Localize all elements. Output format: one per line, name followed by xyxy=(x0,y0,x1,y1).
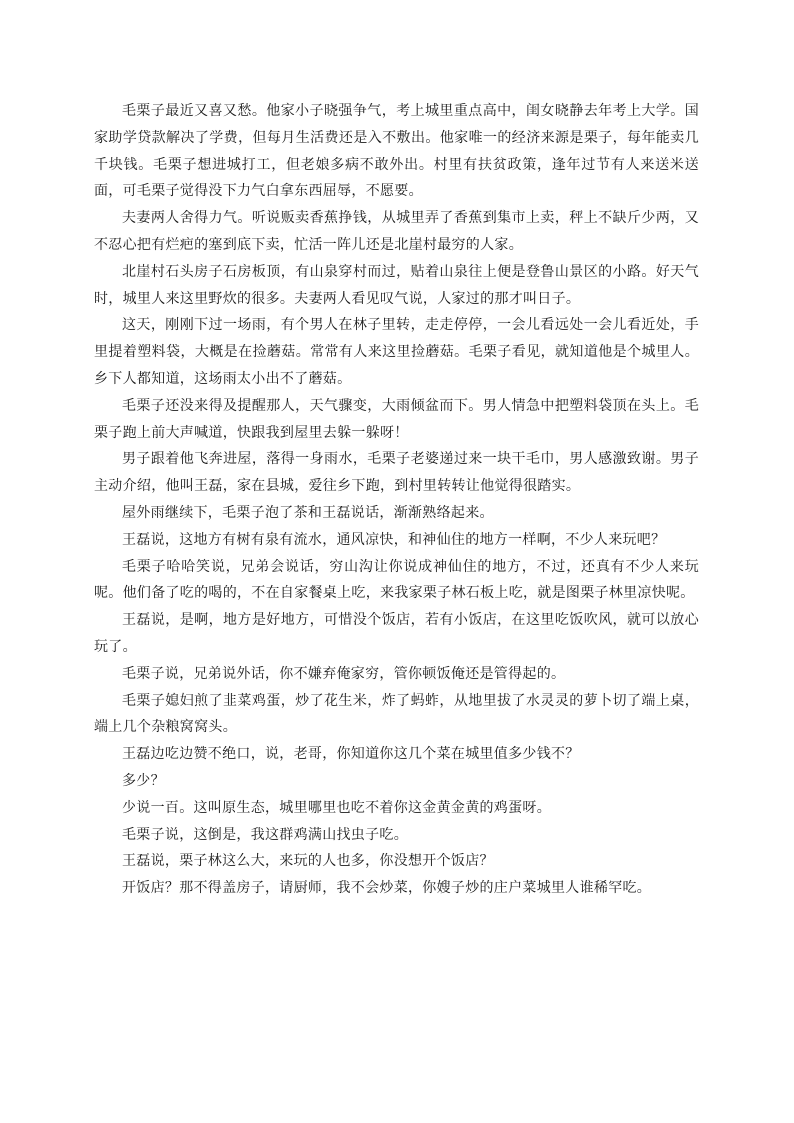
article-body xyxy=(94,98,699,902)
paragraph: 少说一百。这叫原生态，城里哪里也吃不着你这金黄金黄的鸡蛋呀。 xyxy=(122,799,551,816)
paragraph: 毛栗子说，兄弟说外话，你不嫌弃俺家穷，管你顿饭俺还是管得起的。 xyxy=(122,665,566,682)
paragraph: 王磊说，栗子林这么大，来玩的人也多，你没想开个饭店？ xyxy=(122,853,494,870)
paragraph: 北崖村石头房子石房板顶，有山泉穿村而过，贴着山泉往上便是登鲁山景区的小路。好天气时，城里人来这里野炊的很多。夫妻两人看见叹气说，人家过的那才叫日子。 xyxy=(94,263,699,307)
paragraph: 王磊边吃边赞不绝口，说，老哥，你知道你这几个菜在城里值多少钱不？ xyxy=(122,746,580,763)
paragraph: 这天，刚刚下过一场雨，有个男人在林子里转，走走停停，一会儿看远处一会儿看近处，手里提着塑料袋，大概是在捡蘑菇。常常有人来这里捡蘑菇。毛栗子看见，就知道他是个城里人。乡下人都知道，这场雨太小出不了蘑菇。 xyxy=(94,317,699,387)
paragraph: 屋外雨继续下，毛栗子泡了茶和王磊说话，渐渐熟络起来。 xyxy=(122,504,494,521)
paragraph: 毛栗子还没来得及提醒那人，天气骤变，大雨倾盆而下。男人情急中把塑料袋顶在头上。毛栗子跑上前大声喊道，快跟我到屋里去躲一躲呀！ xyxy=(94,397,699,441)
paragraph: 夫妻两人舍得力气。听说贩卖香蕉挣钱，从城里弄了香蕉到集市上卖，秤上不缺斤少两，又不忍心把有烂疤的塞到底下卖，忙活一阵儿还是北崖村最穷的人家。 xyxy=(94,210,699,253)
paragraph: 开饭店？那不得盖房子，请厨师，我不会炒菜，你嫂子炒的庄户菜城里人谁稀罕吃。 xyxy=(122,880,652,897)
paragraph: 王磊说，这地方有树有泉有流水，通风凉快，和神仙住的地方一样啊，不少人来玩吧？ xyxy=(122,531,666,548)
paragraph: 男子跟着他飞奔进屋，落得一身雨水，毛栗子老婆递过来一块干毛巾，男人感激致谢。男子主动介绍，他叫王磊，家在县城，爱往乡下跑，到村里转转让他觉得很踏实。 xyxy=(94,451,699,495)
paragraph: 毛栗子哈哈笑说，兄弟会说话，穷山沟让你说成神仙住的地方，不过，还真有不少人来玩呢。他们备了吃的喝的，不在自家餐桌上吃，来我家栗子林石板上吃，就是图栗子林里凉快呢。 xyxy=(94,558,699,602)
paragraph: 毛栗子说，这倒是，我这群鸡满山找虫子吃。 xyxy=(122,826,408,843)
paragraph: 王磊说，是啊，地方是好地方，可惜没个饭店，若有小饭店，在这里吃饭吹风，就可以放心玩了。 xyxy=(94,612,699,655)
paragraph: 毛栗子媳妇煎了韭菜鸡蛋，炒了花生米，炸了蚂蚱，从地里拔了水灵灵的萝卜切了端上桌，端上几个杂粮窝窝头。 xyxy=(94,692,699,736)
paragraph: 多少？ xyxy=(122,772,165,789)
paragraph: 毛栗子最近又喜又愁。他家小子晓强争气，考上城里重点高中，闺女晓静去年考上大学。国家助学贷款解决了学费，但每月生活费还是入不敷出。他家唯一的经济来源是栗子，每年能卖几千块钱。毛栗子想进城打工，但老娘多病不敢外出。村里有扶贫政策，逢年过节有人来送米送面，可毛栗子觉得没下力气白拿东西屈辱，不愿要。 xyxy=(94,103,699,200)
